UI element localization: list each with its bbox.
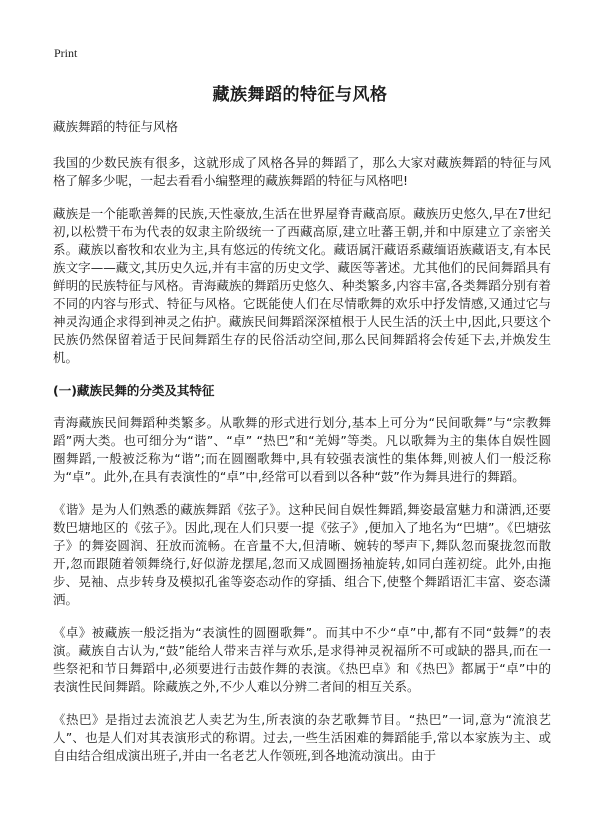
document-body: [53, 118, 551, 780]
zhuo-paragraph: 《卓》被藏族一般泛指为“表演性的圆圈歌舞”。而其中不少“卓”中,都有不同“鼓舞”的表演。藏族自古认为,“鼓”能给人带来吉祥与欢乐,是求得神灵祝福所不可或缺的器具,而在一些祭祀和节日舞蹈中,必须要进行击鼓作舞的表演。《热巴卓》和《热巴》都属于“卓”中的表演性民间舞蹈。除藏族之外,不少人难以分辨二者间的相互关系。: [53, 625, 551, 694]
section-heading-classification: (一)藏族民舞的分类及其特征: [53, 383, 215, 398]
document-title: 藏族舞蹈的特征与风格: [212, 85, 388, 105]
reba-paragraph: 《热巴》是指过去流浪艺人卖艺为生,所表演的杂艺歌舞节目。“热巴”一词,意为“流浪艺人”、也是人们对其表演形式的称谓。过去,一些生活困难的舞蹈能手,常以本家族为主、或自由结合组成演出班子,并由一名老艺人作领班,到各地流动演出。由于: [53, 712, 551, 763]
intro-paragraph: 我国的少数民族有很多，这就形成了风格各异的舞蹈了，那么大家对藏族舞蹈的特征与风格了解多少呢，一起去看看小编整理的藏族舞蹈的特征与风格吧!: [53, 155, 551, 188]
categories-paragraph: 青海藏族民间舞蹈种类繁多。从歌舞的形式进行划分,基本上可分为“民间歌舞”与“宗教舞蹈”两大类。也可细分为“谐”、“卓” “热巴”和“羌姆”等类。凡以歌舞为主的集体自娱性圆圈舞蹈,一般被泛称为“谐”;而在圆圈歌舞中,具有较强表演性的集体舞,则被人们一般泛称为“卓”。此外,在具有表演性的“卓”中,经常可以看到以各种“鼓”作为舞具进行的舞蹈。: [53, 415, 551, 484]
document-subtitle: 藏族舞蹈的特征与风格: [53, 119, 179, 134]
xie-paragraph: 《谐》是为人们熟悉的藏族舞蹈《弦子》。这种民间自娱性舞蹈,舞姿最富魅力和潇洒,还要数巴塘地区的《弦子》。因此,现在人们只要一提《弦子》,便加入了地名为“巴塘”。《巴塘弦子》的舞姿圆润、狂放而流畅。在音量不大,但清晰、婉转的琴声下,舞队忽而聚拢忽而散开,忽而跟随着领舞绕行,好似游龙摆尾,忽而又成圆圈扬袖旋转,如同白莲初绽。此外,由拖步、晃袖、点步转身及模拟孔雀等姿态动作的穿插、组合下,使整个舞蹈语汇丰富、姿态潇洒。: [53, 502, 551, 607]
print-label: Print: [54, 46, 78, 60]
overview-paragraph: 藏族是一个能歌善舞的民族,天性豪放,生活在世界屋脊青藏高原。藏族历史悠久,早在7世纪初,以松赞干布为代表的奴隶主阶级统一了西藏高原,建立吐蕃王朝,并和中原建立了亲密关系。藏族以畜牧和农业为主,具有悠远的传统文化。藏语属汗藏语系藏缅语族藏语支,有本民族文字——藏文,其历史久远,并有丰富的历史文学、藏医等著述。尤其他们的民间舞蹈具有鲜明的民族特征与风格。青海藏族的舞蹈历史悠久、种类繁多,内容丰富,各类舞蹈分别有着不同的内容与形式、特征与风格。它既能使人们在尽情歌舞的欢乐中抒发情感,又通过它与神灵沟通企求得到神灵之佑护。藏族民间舞蹈深深植根于人民生活的沃土中,因此,只要这个民族仍然保留着适于民间舞蹈生存的民俗活动空间,那么民间舞蹈将会传延下去,并焕发生机。: [53, 206, 551, 365]
